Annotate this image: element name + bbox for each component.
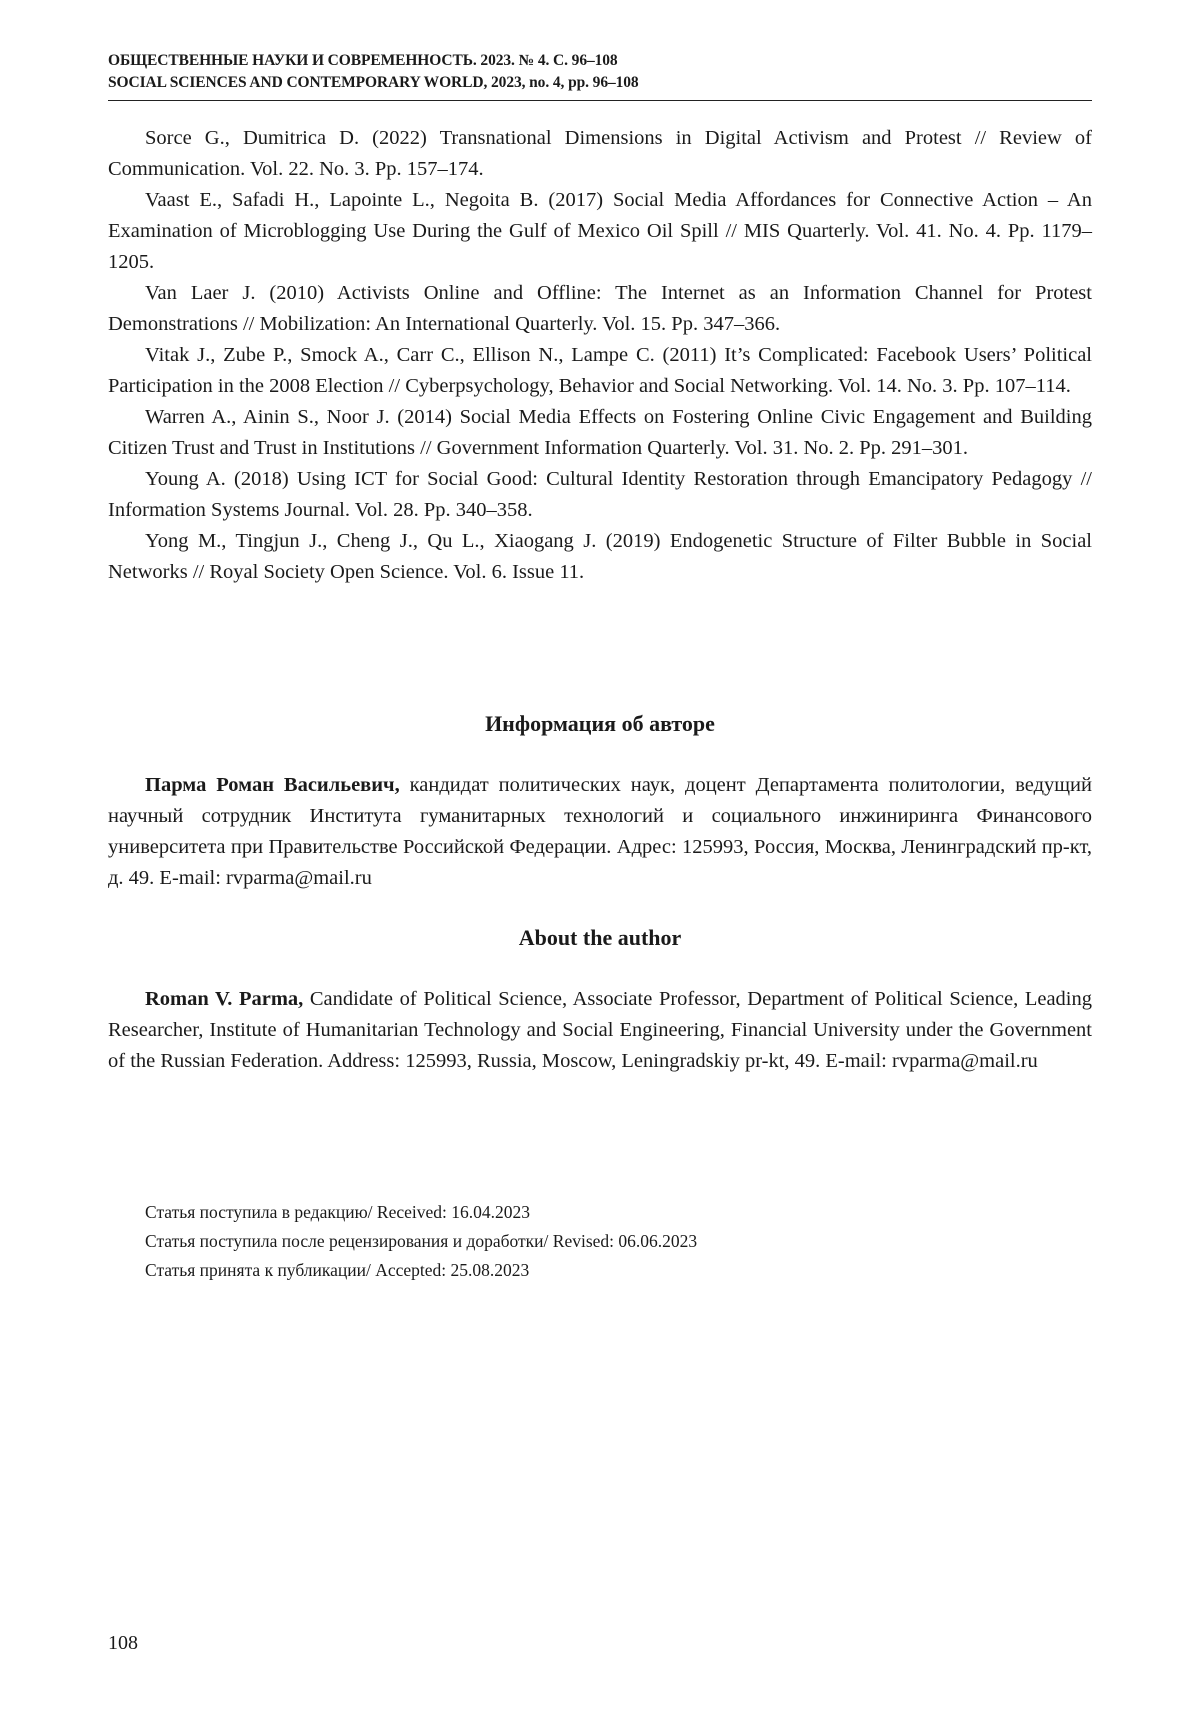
date-revised: Статья поступила после рецензирования и доработки/ Revised: 06.06.2023 bbox=[145, 1231, 698, 1251]
article-dates bbox=[145, 1198, 697, 1285]
author-info-heading-en: About the author bbox=[518, 925, 682, 950]
running-header bbox=[108, 50, 1092, 101]
date-accepted: Статья принята к публикации/ Accepted: 25.08.2023 bbox=[145, 1260, 530, 1280]
reference-item: Warren A., Ainin S., Noor J. (2014) Social Media Effects on Fostering Online Civic Engagement and Building Citizen Trust and Trust in Institutions // Government Information Quarterly. Vol. 31. No. 2. Pp. 291–301. bbox=[108, 406, 1092, 459]
journal-title-en: SOCIAL SCIENCES AND CONTEMPORARY WORLD, 2023, no. 4, pp. 96–108 bbox=[108, 74, 639, 91]
reference-item: Van Laer J. (2010) Activists Online and Offline: The Internet as an Information Channel for Protest Demonstrations // Mobilization: An International Quarterly. Vol. 15. Pp. 347–366. bbox=[108, 282, 1092, 335]
journal-title-ru: ОБЩЕСТВЕННЫЕ НАУКИ И СОВРЕМЕННОСТЬ. 2023. № 4. С. 96–108 bbox=[108, 52, 618, 69]
reference-item: Yong M., Tingjun J., Cheng J., Qu L., Xiaogang J. (2019) Endogenetic Structure of Filter Bubble in Social Networks // Royal Society Open Science. Vol. 6. Issue 11. bbox=[108, 530, 1092, 583]
reference-item: Young A. (2018) Using ICT for Social Good: Cultural Identity Restoration through Emancipatory Pedagogy // Information Systems Journal. Vol. 28. Pp. 340–358. bbox=[108, 468, 1092, 521]
reference-item: Vitak J., Zube P., Smock A., Carr C., Ellison N., Lampe C. (2011) It’s Complicated: Facebook Users’ Political Participation in the 2008 Election // Cyberpsychology, Behavior and Social Networking. Vol. 14. No. 3. Pp. 107–114. bbox=[108, 344, 1092, 397]
reference-item: Vaast E., Safadi H., Lapointe L., Negoita B. (2017) Social Media Affordances for Connective Action – An Examination of Microblogging Use During the Gulf of Mexico Oil Spill // MIS Quarterly. Vol. 41. No. 4. Pp. 1179–1205. bbox=[108, 189, 1092, 273]
reference-list bbox=[108, 123, 1092, 588]
author-name-ru: Парма Роман Васильевич, bbox=[145, 774, 400, 796]
author-details-en: Candidate of Political Science, Associate Professor, Department of Political Science, Leading Researcher, Institute of Humanitarian Technology and Social Engineering, Financial University under the Government of the Russian Federation. Address: 125993, Russia, Moscow, Leningradskiy pr-kt, 49. E-mail: rvparma@mail.ru bbox=[108, 988, 1092, 1072]
author-info-ru bbox=[108, 770, 1092, 894]
date-received: Статья поступила в редакцию/ Received: 16.04.2023 bbox=[145, 1202, 530, 1222]
author-details-ru: кандидат политических наук, доцент Департамента политологии, ведущий научный сотрудник Института гуманитарных технологий и социального инжиниринга Финансового университета при Правительстве Российской Федерации. Адрес: 125993, Россия, Москва, Ленинградский пр-кт, д. 49. E-mail: rvparma@mail.ru bbox=[108, 774, 1092, 889]
page-number: 108 bbox=[108, 1632, 138, 1654]
reference-item: Sorce G., Dumitrica D. (2022) Transnational Dimensions in Digital Activism and Protest // Review of Communication. Vol. 22. No. 3. Pp. 157–174. bbox=[108, 127, 1092, 180]
author-name-en: Roman V. Parma, bbox=[145, 988, 304, 1010]
author-info-heading-ru: Информация об авторе bbox=[485, 711, 715, 736]
author-info-en bbox=[108, 984, 1092, 1077]
